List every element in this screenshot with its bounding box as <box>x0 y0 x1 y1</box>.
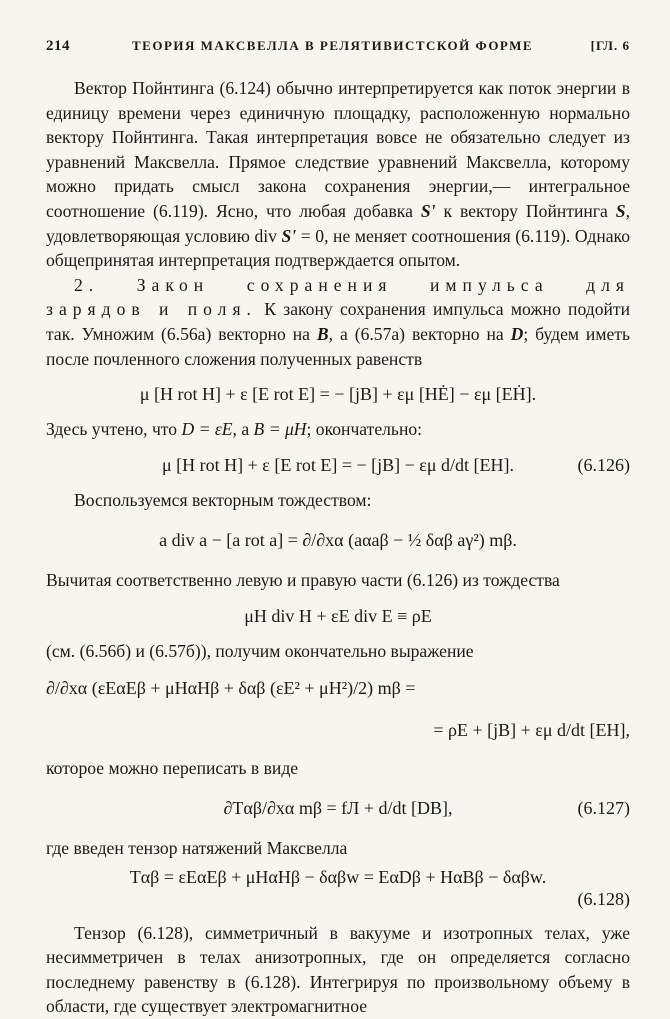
paragraph-identity-intro: Воспользуемся векторным тождеством: <box>74 489 372 510</box>
paragraph-substitution: Здесь учтено, что D = εE, а B = μH; окончательно: <box>46 419 423 440</box>
paragraph-momentum: 2. Закон сохранения импульса для зарядов и поля. К закону сохранения импульса можно подойти так. Умножим (6.56а) векторно на B, а (6.57а) векторно на D; будем иметь после почленного сложения полученных равенств <box>46 274 631 369</box>
equation-identity-2: μH div H + εE div E ≡ ρE <box>244 605 432 626</box>
page-number: 214 <box>46 38 70 54</box>
paragraph-rewrite: которое можно переписать в виде <box>46 757 299 778</box>
equation-long: ∂/∂xα (εEαEβ + μHαHβ + δαβ (εE² + μH²)/2) mβ = = ρE + [jB] + εμ d/dt [EH], <box>46 677 630 740</box>
paragraph-reference: (см. (6.56б) и (6.57б)), получим окончательно выражение <box>46 640 474 661</box>
equation-sum: μ [H rot H] + ε [E rot E] = − [jB] + εμ [HĖ] − εμ [EḢ]. <box>139 384 537 405</box>
page-header <box>46 38 630 60</box>
paragraph-tensor-discussion: Тензор (6.128), симметричный в вакууме и изотропных телах, уже несимметричен в телах анизотропных, где он определяется согласно последнему равенству в (6.128). Интегрируя по произвольному объему в области, где существует электромагнитное <box>46 922 630 1017</box>
paragraph-subtract: Вычитая соответственно левую и правую части (6.126) из тождества <box>46 570 560 591</box>
paragraph-poynting: Вектор Пойнтинга (6.124) обычно интерпретируется как поток энергии в единицу времени через единичную площадку, расположенную нормально вектору Пойнтинга. Такая интерпретация вовсе не обязательно следует из уравнений Максвелла. Прямое следствие уравнений Максвелла, которому можно придать смысл закона сохранения энергии,— интегральное соотношение (6.119). Ясно, что любая добавка S' к вектору Пойнтинга S, удовлетворяющая условию div S' = 0, не меняет соотношения (6.119). Однако общепринятая интерпретация подтверждается опытом. <box>46 78 630 271</box>
equation-6-128: Tαβ = εEαEβ + μHαHβ − δαβw = EαDβ + HαBβ − δαβw. (6.128) <box>129 866 630 909</box>
equation-6-127: ∂Tαβ/∂xα mβ = fЛ + d/dt [DB], (6.127) <box>46 786 630 830</box>
equation-number: (6.128) <box>577 888 630 909</box>
running-title: ТЕОРИЯ МАКСВЕЛЛА В РЕЛЯТИВИСТСКОЙ ФОРМЕ <box>132 38 534 53</box>
equation-number: (6.126) <box>577 454 630 475</box>
equation-vector-identity: a div a − [a rot a] = ∂/∂xα (aαaβ − ½ δαβ aγ²) mβ. <box>159 530 517 551</box>
page-body <box>46 76 630 1019</box>
paragraph-tensor-intro: где введен тензор натяжений Максвелла <box>46 838 348 859</box>
equation-6-126: μ [H rot H] + ε [E rot E] = − [jB] − εμ d/dt [EH]. (6.126) <box>46 448 630 482</box>
equation-number: (6.127) <box>577 798 630 819</box>
chapter-marker: [ГЛ. 6 <box>590 38 630 53</box>
